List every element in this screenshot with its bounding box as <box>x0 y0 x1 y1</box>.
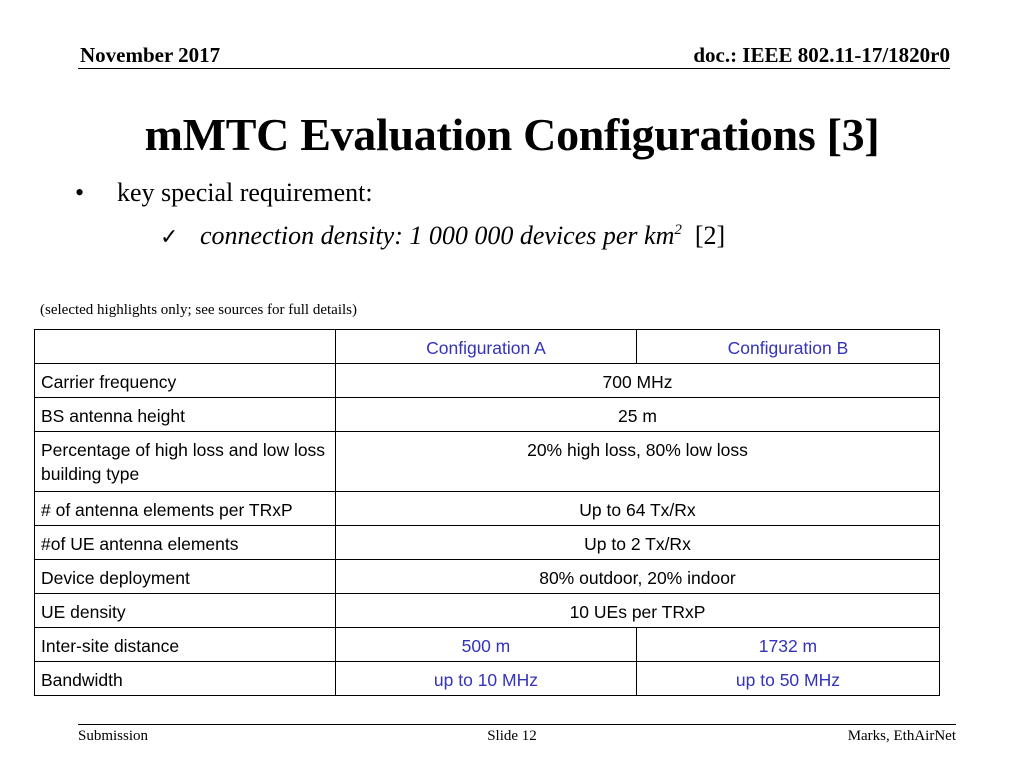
header-date: November 2017 <box>80 43 221 67</box>
sub-bullet-text: connection density: 1 000 000 devices per km <box>200 221 675 250</box>
row-label: UE density <box>35 594 336 628</box>
table-header-row <box>35 330 940 364</box>
row-value: 700 MHz <box>336 364 940 398</box>
superscript: 2 <box>674 222 682 238</box>
footer-divider <box>78 724 956 725</box>
header-doc-id: doc.: IEEE 802.11-17/1820r0 <box>693 43 950 67</box>
checkmark-icon: ✓ <box>160 225 179 250</box>
table-row <box>35 628 940 662</box>
table-row <box>35 526 940 560</box>
row-label: BS antenna height <box>35 398 336 432</box>
header-cell-config-b: Configuration B <box>636 330 939 364</box>
row-value: 10 UEs per TRxP <box>336 594 940 628</box>
row-label: Inter-site distance <box>35 628 336 662</box>
row-value-config-b: 1732 m <box>636 628 939 662</box>
row-value: 80% outdoor, 20% indoor <box>336 560 940 594</box>
row-value: 25 m <box>336 398 940 432</box>
slide-title: mMTC Evaluation Configurations [3] <box>144 109 880 160</box>
footer-slide-number: Slide 12 <box>487 728 537 744</box>
row-label: Bandwidth <box>35 662 336 696</box>
row-label: #of UE antenna elements <box>35 526 336 560</box>
row-label: Carrier frequency <box>35 364 336 398</box>
table-note: (selected highlights only; see sources for full details) <box>40 302 357 318</box>
bullet-icon: • <box>75 178 85 207</box>
header-divider <box>78 68 950 69</box>
header-cell-config-a: Configuration A <box>336 330 637 364</box>
sub-bullet-item <box>160 221 725 251</box>
table-row <box>35 492 940 526</box>
row-value-config-b: up to 50 MHz <box>636 662 939 696</box>
bullet-text: key special requirement: <box>117 178 373 207</box>
table-row <box>35 560 940 594</box>
table-row <box>35 594 940 628</box>
footer-author: Marks, EthAirNet <box>847 728 956 744</box>
header-cell-empty <box>35 330 336 364</box>
row-value: 20% high loss, 80% low loss <box>336 432 940 492</box>
row-value-config-a: 500 m <box>336 628 637 662</box>
bullet-item <box>75 178 373 208</box>
row-label: Percentage of high loss and low loss building type <box>35 432 336 492</box>
table-row <box>35 364 940 398</box>
row-label: Device deployment <box>35 560 336 594</box>
row-value: Up to 2 Tx/Rx <box>336 526 940 560</box>
table-row <box>35 662 940 696</box>
row-value: Up to 64 Tx/Rx <box>336 492 940 526</box>
reference: [2] <box>694 221 726 250</box>
row-value-config-a: up to 10 MHz <box>336 662 637 696</box>
config-table <box>34 329 940 696</box>
table-row <box>35 398 940 432</box>
row-label: # of antenna elements per TRxP <box>35 492 336 526</box>
footer-submission: Submission <box>78 728 149 744</box>
table-row <box>35 432 940 492</box>
